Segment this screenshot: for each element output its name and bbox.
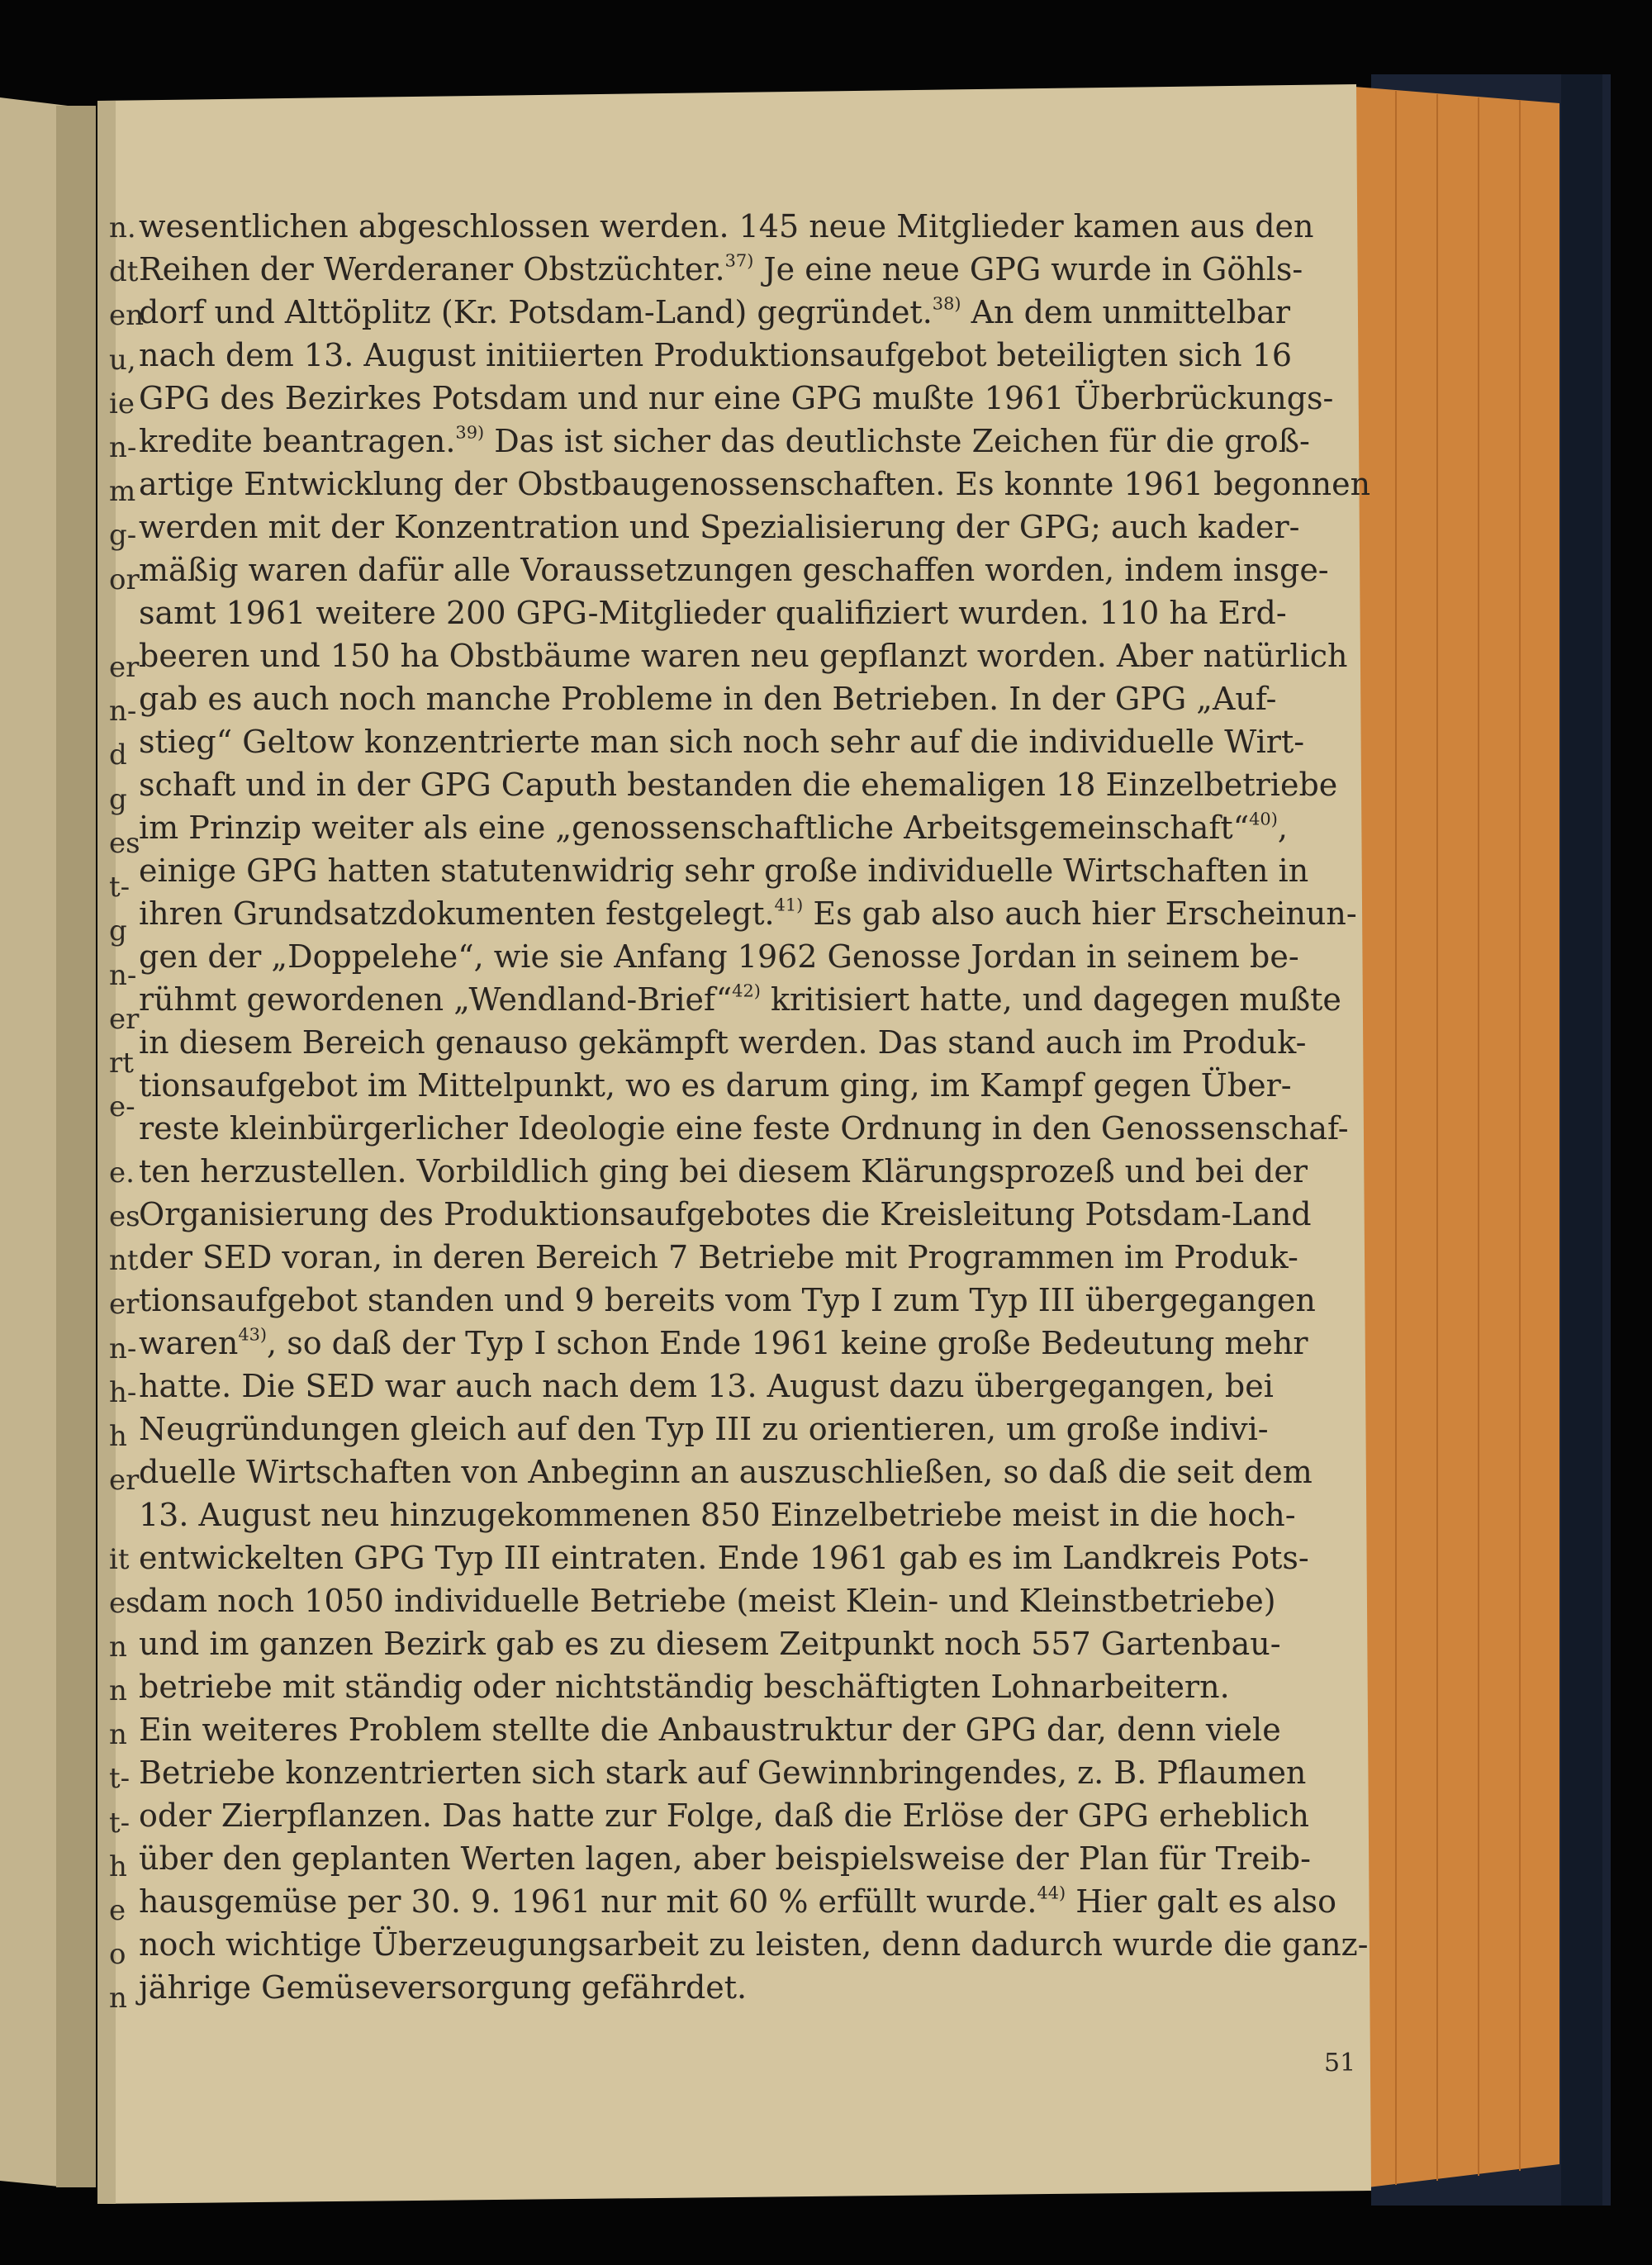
margin-fragment: u, [109,344,136,377]
margin-fragment: h [109,1850,127,1883]
margin-fragment: o [109,1938,126,1971]
margin-fragment: n [109,1718,127,1751]
margin-fragment: es [109,827,140,860]
footnote-ref: 42) [732,981,761,1001]
body-line: ten herzustellen. Vorbildlich ging bei diesem Klärungsprozeß und bei der [139,1153,1308,1189]
body-line: betriebe mit ständig oder nichtständig beschäftigten Lohnarbeitern. [139,1669,1230,1705]
body-line: tionsaufgebot standen und 9 bereits vom Typ I zum Typ III übergegangen [139,1282,1316,1318]
margin-fragment: n- [109,959,137,992]
body-line: in diesem Bereich genauso gekämpft werden. Das stand auch im Produk- [139,1024,1307,1061]
body-line: im Prinzip weiter als eine „genossenschaftliche Arbeitsgemeinschaft“$^{40)}$, [139,809,1288,846]
body-line: stieg“ Geltow konzentrierte man sich noch sehr auf die individuelle Wirt- [139,724,1305,760]
margin-fragment: e. [109,1156,135,1189]
body-line: rühmt gewordenen „Wendland-Brief“$^{42)}$ kritisiert hatte, und dagegen mußte [139,981,1341,1018]
margin-fragment: en [109,299,145,332]
margin-fragment: n [109,1982,127,2015]
body-line: gen der „Doppelehe“, wie sie Anfang 1962 Genosse Jordan in seinem be- [139,938,1299,975]
margin-fragment: m [109,475,136,508]
footnote-ref: 38) [932,293,961,314]
margin-fragment: dt [109,255,139,288]
margin-fragment: h- [109,1376,137,1409]
margin-fragment: n- [109,1332,137,1365]
margin-fragment: e- [109,1090,135,1123]
margin-fragment: e [109,1894,126,1927]
margin-fragment: t- [109,1807,131,1840]
body-line: ihren Grundsatzdokumenten festgelegt.$^{41)}$ Es gab also auch hier Erscheinun- [139,895,1357,932]
margin-fragment: n- [109,695,137,728]
body-line: schaft und in der GPG Caputh bestanden die ehemaligen 18 Einzelbetriebe [139,767,1338,803]
margin-fragment: rt [109,1047,134,1080]
margin-fragment: g [109,783,127,816]
body-line: wesentlichen abgeschlossen werden. 145 neue Mitglieder kamen aus den [139,208,1314,245]
body-line: kredite beantragen.$^{39)}$ Das ist sicher das deutlichste Zeichen für die groß- [139,422,1310,459]
body-line: oder Zierpflanzen. Das hatte zur Folge, daß die Erlöse der GPG erheblich [139,1797,1309,1834]
body-line: duelle Wirtschaften von Anbeginn an auszuschließen, so daß die seit dem [139,1454,1313,1490]
body-line: noch wichtige Überzeugungsarbeit zu leisten, denn dadurch wurde die ganz- [139,1926,1369,1963]
footnote-ref: 44) [1037,1883,1066,1903]
body-line: und im ganzen Bezirk gab es zu diesem Zeitpunkt noch 557 Gartenbau- [139,1626,1281,1662]
margin-fragment: er [109,1288,140,1321]
margin-fragment: h [109,1420,127,1453]
body-line: einige GPG hatten statutenwidrig sehr große individuelle Wirtschaften in [139,852,1309,889]
margin-fragment: n- [109,431,137,464]
body-line: Reihen der Werderaner Obstzüchter.$^{37)}$ Je eine neue GPG wurde in Göhls- [139,250,1303,287]
body-line: über den geplanten Werten lagen, aber beispielsweise der Plan für Treib- [139,1840,1311,1877]
body-line: werden mit der Konzentration und Spezialisierung der GPG; auch kader- [139,509,1300,545]
footnote-ref: 39) [455,422,485,443]
body-line: samt 1961 weitere 200 GPG-Mitglieder qualifiziert wurden. 110 ha Erd- [139,595,1287,631]
body-line: der SED voran, in deren Bereich 7 Betriebe mit Programmen im Produk- [139,1239,1298,1275]
body-line: Neugründungen gleich auf den Typ III zu orientieren, um große indivi- [139,1411,1269,1447]
margin-fragment: g- [109,519,137,552]
body-line: beeren und 150 ha Obstbäume waren neu gepflanzt worden. Aber natürlich [139,638,1348,674]
margin-fragment: t- [109,871,131,904]
footnote-ref: 40) [1249,809,1278,829]
body-line: tionsaufgebot im Mittelpunkt, wo es darum ging, im Kampf gegen Über- [139,1067,1292,1104]
body-line: hatte. Die SED war auch nach dem 13. August dazu übergegangen, bei [139,1368,1274,1404]
body-line: waren$^{43)}$, so daß der Typ I schon Ende 1961 keine große Bedeutung mehr [139,1324,1308,1361]
footnote-ref: 43) [238,1324,268,1345]
body-line: 13. August neu hinzugekommenen 850 Einzelbetriebe meist in die hoch- [139,1497,1296,1533]
margin-fragment: or [109,563,140,596]
body-line: jährige Gemüseversorgung gefährdet. [139,1969,748,2006]
footnote-ref: 41) [774,895,804,915]
body-line: reste kleinbürgerlicher Ideologie eine feste Ordnung in den Genossenschaf- [139,1110,1349,1147]
margin-fragment: er [109,1003,140,1036]
body-line: Betriebe konzentrierten sich stark auf Gewinnbringendes, z. B. Pflaumen [139,1755,1307,1791]
body-line: GPG des Bezirkes Potsdam und nur eine GPG mußte 1961 Überbrückungs- [139,380,1334,416]
margin-fragment: it [109,1543,130,1576]
page-number: 51 [1324,2049,1356,2077]
margin-fragment: ie [109,387,135,420]
margin-fragment: n. [109,211,136,245]
body-line: hausgemüse per 30. 9. 1961 nur mit 60 % erfüllt wurde.$^{44)}$ Hier galt es also [139,1883,1337,1920]
margin-fragment: nt [109,1244,139,1277]
body-line: nach dem 13. August initiierten Produktionsaufgebot beteiligten sich 16 [139,337,1293,373]
body-line: gab es auch noch manche Probleme in den Betrieben. In der GPG „Auf- [139,681,1277,717]
margin-fragment: d [109,738,127,772]
body-line: Organisierung des Produktionsaufgebotes die Kreisleitung Potsdam-Land [139,1196,1312,1232]
body-line: Ein weiteres Problem stellte die Anbaustruktur der GPG dar, denn viele [139,1712,1281,1748]
margin-fragment: er [109,1464,140,1497]
margin-fragment: n [109,1631,127,1664]
body-line: dam noch 1050 individuelle Betriebe (meist Klein- und Kleinstbetriebe) [139,1583,1276,1619]
body-line: mäßig waren dafür alle Voraussetzungen geschaffen worden, indem insge- [139,552,1329,588]
body-line: artige Entwicklung der Obstbaugenossenschaften. Es konnte 1961 begonnen [139,466,1371,502]
margin-fragment: er [109,651,140,684]
body-line: dorf und Alttöplitz (Kr. Potsdam-Land) gegründet.$^{38)}$ An dem unmittelbar [139,293,1290,330]
body-line: entwickelten GPG Typ III eintraten. Ende 1961 gab es im Landkreis Pots- [139,1540,1309,1576]
page-edges [1355,87,1559,2189]
margin-fragment: es [109,1200,140,1233]
margin-fragment: es [109,1587,140,1620]
margin-fragment: g [109,914,127,947]
footnote-ref: 37) [724,250,754,271]
margin-fragment: t- [109,1762,131,1795]
margin-fragment: n [109,1674,127,1707]
